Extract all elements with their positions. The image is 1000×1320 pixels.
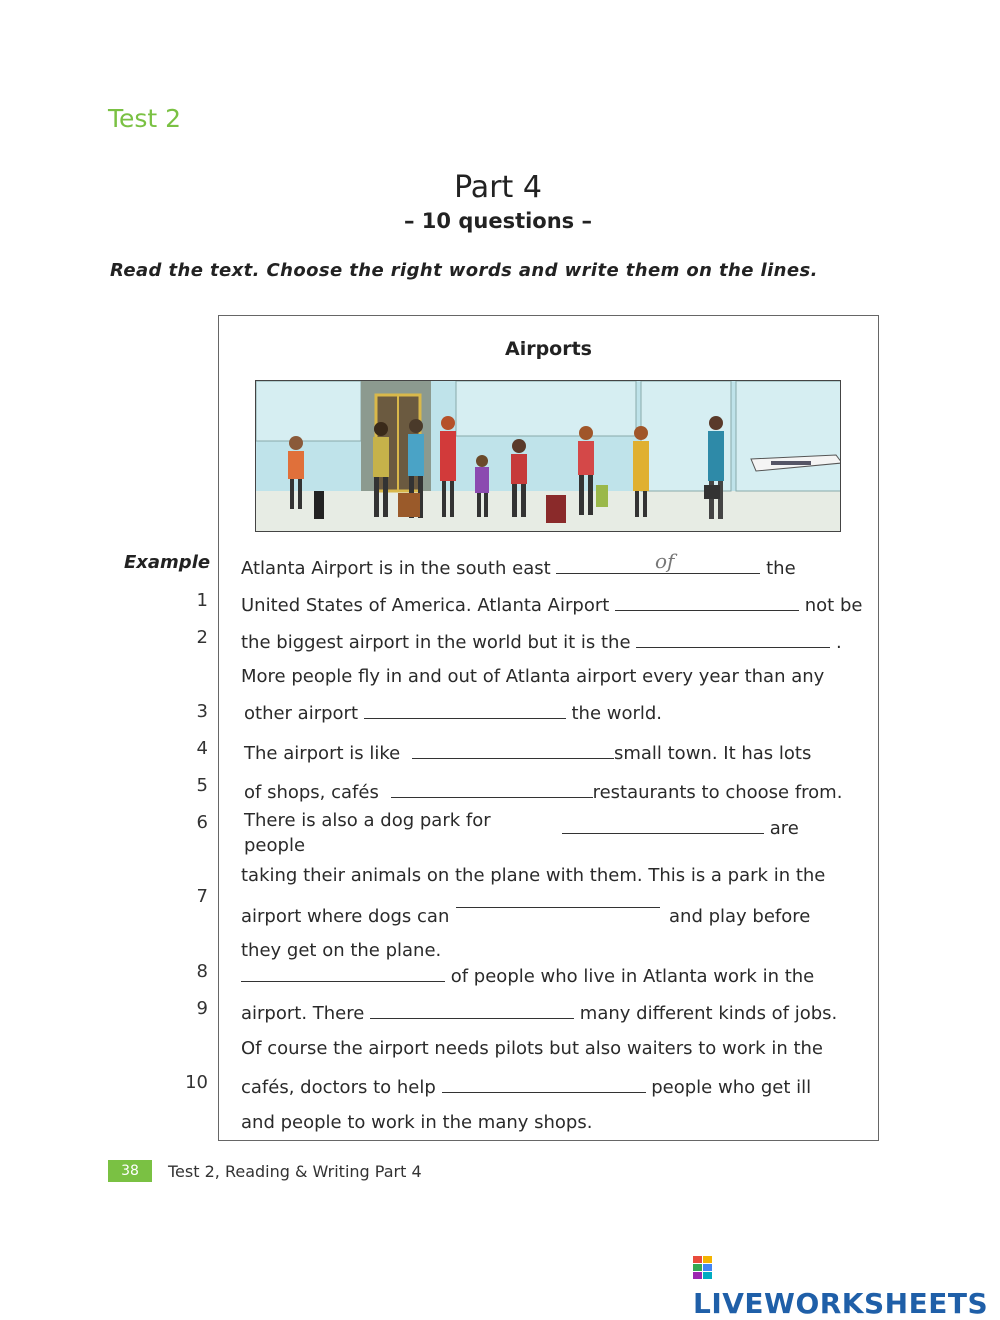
passage-line — [241, 592, 862, 616]
brand-text: LIVEWORKSHEETS — [693, 1286, 989, 1320]
passage-line — [562, 815, 799, 839]
question-number: 8 — [196, 961, 208, 982]
answer-blank-4[interactable] — [412, 740, 614, 759]
example-answer: of — [655, 549, 675, 573]
passage-text: restaurants to choose from. — [592, 782, 843, 803]
brand-logo — [693, 1252, 1000, 1320]
passage-line: More people fly in and out of Atlanta airport every year than any — [241, 666, 825, 687]
passage-text: are — [769, 818, 799, 839]
instructions: Read the text. Choose the right words and write them on the lines. — [110, 260, 818, 281]
airport-illustration — [255, 380, 841, 532]
question-number: 3 — [196, 701, 208, 722]
brand-blocks-icon — [693, 1254, 713, 1287]
answer-blank-6[interactable] — [562, 815, 764, 834]
question-number: 7 — [196, 886, 208, 907]
passage-text: United States of America. Atlanta Airport — [241, 595, 610, 616]
passage-line: There is also a dog park for — [244, 810, 491, 831]
passage-text: people who get ill — [651, 1077, 812, 1098]
passage-line: and play before — [669, 906, 811, 927]
example-label: Example — [124, 552, 211, 573]
passage-line — [241, 1074, 811, 1098]
passage-line: and people to work in the many shops. — [241, 1112, 593, 1133]
answer-blank-5[interactable] — [391, 779, 593, 798]
passage-text: the — [766, 558, 796, 579]
answer-blank-8[interactable] — [241, 963, 445, 982]
answer-blank-3[interactable] — [364, 700, 566, 719]
passage-line: taking their animals on the plane with them. This is a park in the — [241, 865, 826, 886]
footer-section: Test 2, Reading & Writing Part 4 — [168, 1162, 422, 1181]
passage-text: other airport — [244, 703, 359, 724]
passage-line: airport where dogs can — [241, 906, 450, 927]
answer-blank-7[interactable] — [456, 907, 660, 908]
passage-text: cafés, doctors to help — [241, 1077, 436, 1098]
passage-line — [241, 963, 814, 987]
question-number: 10 — [185, 1072, 208, 1093]
question-number: 4 — [196, 738, 208, 759]
question-number: 6 — [196, 812, 208, 833]
passage-text: . — [836, 632, 842, 653]
passage-line: Of course the airport needs pilots but also waiters to work in the — [241, 1038, 823, 1059]
passage-text: of people who live in Atlanta work in the — [450, 966, 815, 987]
question-number: 9 — [196, 998, 208, 1019]
passage-text: of shops, cafés — [244, 782, 379, 803]
passage-text: the biggest airport in the world but it is the — [241, 632, 631, 653]
passage-line — [241, 629, 842, 653]
passage-text: many different kinds of jobs. — [579, 1003, 838, 1024]
passage-line — [241, 555, 796, 579]
passage-line — [241, 1000, 837, 1024]
passage-text: not be — [804, 595, 863, 616]
question-number: 2 — [196, 627, 208, 648]
answer-blank-1[interactable] — [615, 592, 799, 611]
passage-line: they get on the plane. — [241, 940, 442, 961]
passage-line — [244, 700, 662, 724]
question-count: – 10 questions – — [404, 209, 592, 233]
passage-line: people — [244, 835, 306, 856]
airport-scene-image — [256, 381, 841, 532]
answer-blank-2[interactable] — [636, 629, 830, 648]
part-title: Part 4 — [454, 170, 542, 205]
passage-line — [244, 779, 842, 803]
answer-blank-10[interactable] — [442, 1074, 646, 1093]
passage-text: The airport is like — [244, 743, 401, 764]
passage-text: Atlanta Airport is in the south east — [241, 558, 551, 579]
passage-text: the world. — [571, 703, 663, 724]
question-number: 5 — [196, 775, 208, 796]
passage-title: Airports — [504, 338, 592, 360]
question-number: 1 — [196, 590, 208, 611]
passage-text: small town. It has lots — [613, 743, 812, 764]
passage-line — [244, 740, 811, 764]
test-label: Test 2 — [108, 104, 182, 133]
passage-text: airport. There — [241, 1003, 365, 1024]
page-number-badge: 38 — [108, 1160, 152, 1182]
answer-blank-9[interactable] — [370, 1000, 574, 1019]
